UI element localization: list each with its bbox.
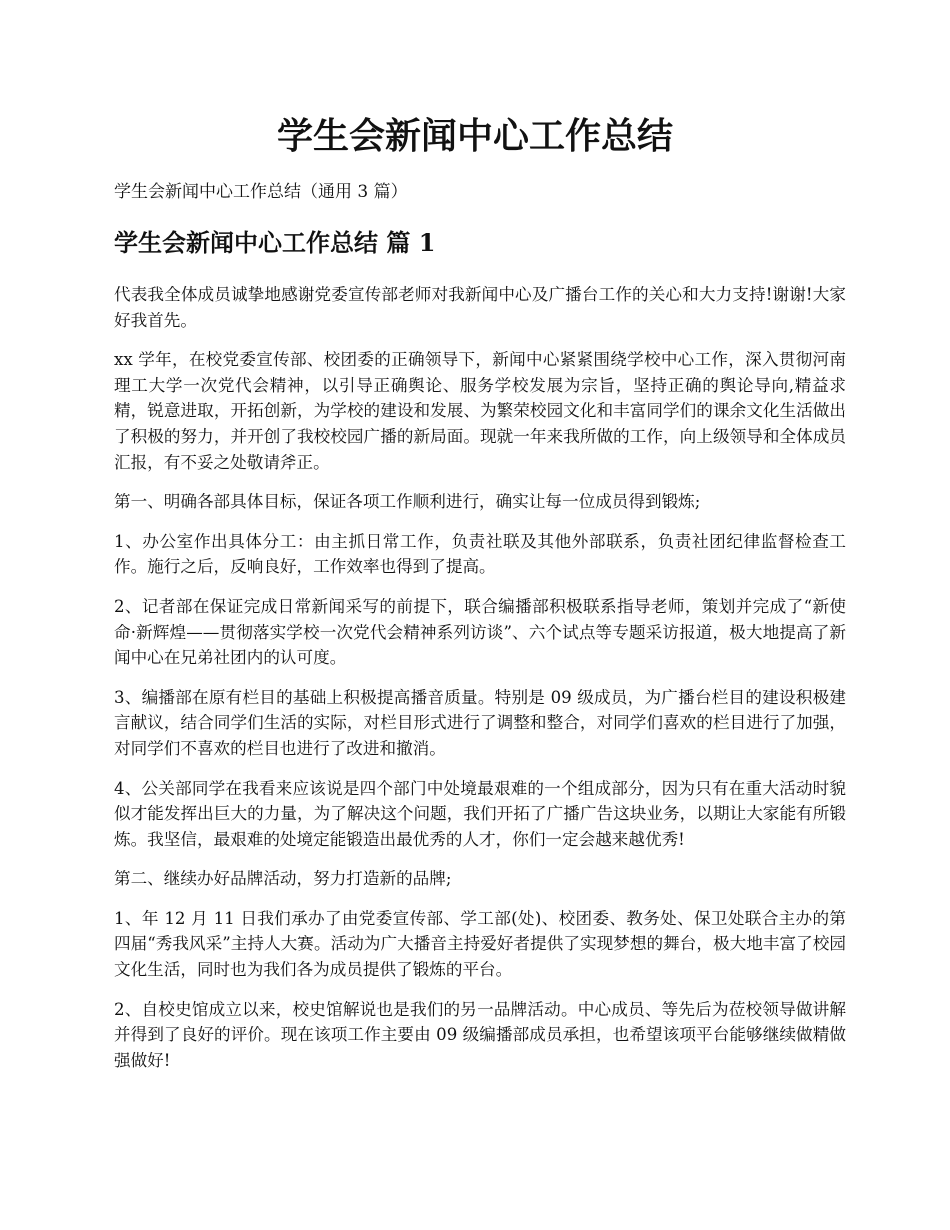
paragraph-history-museum: 2、自校史馆成立以来，校史馆解说也是我们的另一品牌活动。中心成员、等先后为莅校领导做讲解并得到了良好的评价。现在该项工作主要由 09 级编播部成员承担，也希望该项平台能够继续做精做强做好! <box>114 999 846 1070</box>
document-body <box>114 282 846 1087</box>
paragraph-public-relations: 4、公关部同学在我看来应该说是四个部门中处境最艰难的一个组成部分，因为只有在重大活动时貌似才能发挥出巨大的力量，为了解决这个问题，我们开拓了广播广告这块业务，以期让大家能有所锻炼。我坚信，最艰难的处境定能锻造出最优秀的人才，你们一定会越来越优秀! <box>114 778 846 849</box>
document-title: 学生会新闻中心工作总结 <box>276 115 673 157</box>
document-subtitle: 学生会新闻中心工作总结（通用 3 篇） <box>114 182 408 202</box>
paragraph-host-contest: 1、年 12 月 11 日我们承办了由党委宣传部、学工部(处)、校团委、教务处、保卫处联合主办的第四届“秀我风采”主持人大赛。活动为广大播音主持爱好者提供了实现梦想的舞台，极大地丰富了校园文化生活，同时也为我们各为成员提供了锻炼的平台。 <box>114 908 846 980</box>
section-heading: 学生会新闻中心工作总结 篇 1 <box>114 228 436 257</box>
paragraph-point-two: 第二、继续办好品牌活动，努力打造新的品牌; <box>114 869 452 889</box>
paragraph-broadcast: 3、编播部在原有栏目的基础上积极提高播音质量。特别是 09 级成员，为广播台栏目的建设积极建言献议，结合同学们生活的实际，对栏目形式进行了调整和整合，对同学们喜欢的栏目进行了加强，对同学们不喜欢的栏目也进行了改进和撤消。 <box>114 687 846 758</box>
paragraph-thanks: 代表我全体成员诚挚地感谢党委宣传部老师对我新闻中心及广播台工作的关心和大力支持!谢谢!大家好我首先。 <box>114 285 846 330</box>
paragraph-reporters: 2、记者部在保证完成日常新闻采写的前提下，联合编播部积极联系指导老师，策划并完成了“新使命·新辉煌——贯彻落实学校一次党代会精神系列访谈”、六个试点等专题采访报道，极大地提高了新闻中心在兄弟社团内的认可度。 <box>114 596 846 668</box>
paragraph-intro: xx 学年，在校党委宣传部、校团委的正确领导下，新闻中心紧紧围绕学校中心工作，深入贯彻河南理工大学一次党代会精神，以引导正确舆论、服务学校发展为宗旨，坚持正确的舆论导向,精益求精，锐意进取，开拓创新，为学校的建设和发展、为繁荣校园文化和丰富同学们的课余文化生活做出了积极的努力，并开创了我校校园广播的新局面。现就一年来我所做的工作，向上级领导和全体成员汇报，有不妥之处敬请斧正。 <box>114 350 846 472</box>
paragraph-point-one: 第一、明确各部具体目标，保证各项工作顺利进行，确实让每一位成员得到锻炼; <box>114 492 701 512</box>
paragraph-office: 1、办公室作出具体分工：由主抓日常工作，负责社联及其他外部联系，负责社团纪律监督检查工作。施行之后，反响良好，工作效率也得到了提高。 <box>114 531 846 577</box>
